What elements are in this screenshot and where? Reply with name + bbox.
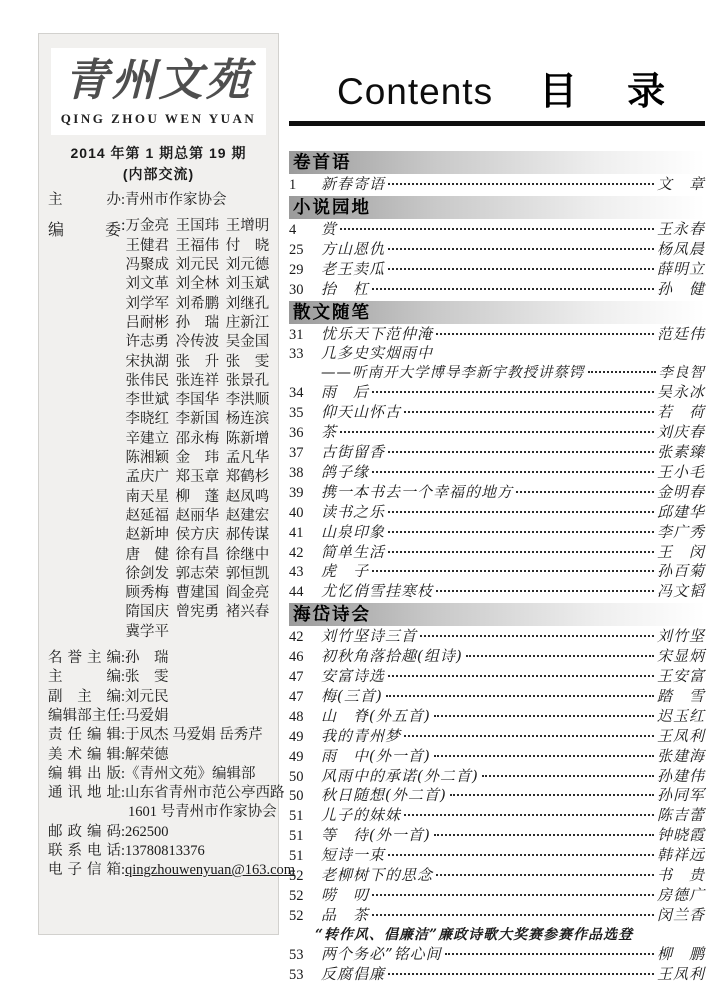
dot-leader	[404, 735, 654, 737]
staff-label: 名誉主编	[48, 650, 121, 667]
dot-leader	[404, 814, 654, 816]
toc-item-author: 王 闵	[656, 542, 705, 561]
toc-page-number: 41	[289, 524, 304, 541]
organizer-row	[48, 191, 269, 210]
circulation-note: (内部交流)	[122, 166, 195, 183]
staff-label: 通讯地址	[48, 785, 121, 802]
toc-item-title: 简单生活	[321, 542, 386, 561]
staff-label: 副主编	[48, 688, 121, 705]
toc-item	[289, 403, 705, 423]
toc-item	[289, 483, 705, 503]
staff-row	[48, 842, 269, 861]
toc-item	[289, 945, 705, 965]
dot-leader	[386, 695, 654, 697]
colon: :	[121, 823, 126, 840]
toc-page-number: 50	[289, 768, 304, 785]
dot-leader	[436, 333, 654, 335]
toc-page-number: 48	[289, 708, 304, 725]
toc-item-title: 山 脊(外五首)	[321, 706, 431, 725]
toc-item-subtitle-row	[289, 364, 705, 383]
toc-item-author: 宋显炳	[656, 647, 705, 666]
toc-page-number: 43	[289, 564, 304, 581]
toc-contest-note: “转作风、倡廉洁”廉政诗歌大奖赛参赛作品选登	[315, 926, 634, 943]
toc-page-number: 52	[289, 868, 304, 885]
toc-item-title: 茶	[321, 423, 338, 442]
board-row: 宋执湖 张 升 张 雯	[125, 353, 270, 370]
board-row: 孟庆广 郑玉章 郑鹤杉	[125, 469, 270, 486]
toc-item-title: 等 待(外一首)	[321, 826, 431, 845]
toc-page-number: 52	[289, 888, 304, 904]
board-row: 万金亮 王国玮 王增明	[125, 218, 270, 235]
board-row: 赵延福 赵丽华 赵建宏	[125, 507, 270, 524]
toc-page-number: 53	[289, 946, 304, 963]
toc-item-author: 房德广	[656, 886, 705, 904]
toc-item-author: 韩祥远	[656, 846, 705, 865]
staff-row	[48, 649, 269, 668]
staff-row	[48, 861, 296, 880]
staff-label: 电子信箱	[48, 862, 121, 879]
dot-leader	[436, 874, 654, 876]
colon: :	[121, 217, 126, 235]
toc-item-author: 王小毛	[656, 462, 705, 481]
toc-item-title: 初秋角落拾趣(组诗)	[321, 647, 463, 666]
dot-leader	[372, 471, 654, 473]
colon: :	[121, 842, 126, 859]
dot-leader	[388, 531, 654, 533]
toc-item-title: 忧乐天下范仲淹	[321, 324, 434, 343]
toc-item	[289, 767, 705, 787]
toc-page-number: 53	[289, 966, 304, 983]
toc-item-title: 仰天山怀古	[321, 403, 402, 422]
toc-item-title: 老柳树下的思念	[321, 866, 434, 885]
dot-leader	[420, 635, 654, 637]
toc-page-number: 40	[289, 504, 304, 521]
toc-item	[289, 562, 705, 582]
board-row: 张伟民 张连祥 张景孔	[125, 372, 270, 389]
toc-item	[289, 543, 705, 563]
toc-page-number: 51	[289, 848, 304, 865]
toc-page-number: 49	[289, 748, 304, 765]
toc-item	[289, 220, 705, 240]
board-row: 陈湘颖 金 玮 孟凡华	[125, 450, 270, 467]
toc-item-title: 秋日随想(外二首)	[321, 786, 447, 805]
toc-item	[289, 325, 705, 345]
toc-item	[289, 866, 705, 886]
toc-item	[289, 582, 705, 602]
toc-section-header: 海岱诗会	[289, 603, 705, 626]
staff-value: 马爱娟	[125, 707, 169, 724]
toc-item-title: 新春寄语	[321, 175, 386, 193]
board-row: 赵新坤 侯方庆 郝传谋	[125, 527, 270, 544]
toc-item-author: 孙同军	[656, 786, 705, 805]
toc-item-title: 虎 子	[321, 562, 370, 581]
toc-item-author: 迟玉红	[656, 706, 705, 725]
magazine-logo-pinyin: QING ZHOU WEN YUAN	[60, 111, 257, 127]
staff-row	[48, 765, 269, 784]
toc-item-title: 山泉印象	[321, 522, 386, 541]
staff-label: 责任编辑	[48, 727, 121, 744]
toc-item	[289, 846, 705, 866]
dot-leader	[434, 834, 654, 836]
dot-leader	[404, 411, 654, 413]
toc-item-title: 雨 中(外一首)	[321, 746, 431, 765]
toc-item-author: 孙 健	[656, 279, 705, 298]
dot-leader	[450, 794, 654, 796]
colon: :	[121, 862, 126, 879]
dot-leader	[388, 451, 654, 453]
contents-header	[289, 0, 705, 115]
staff-value: 山东省青州市范公亭西路	[125, 785, 285, 802]
toc-item-author: 文 章	[656, 175, 705, 193]
dot-leader	[388, 675, 654, 677]
staff-row	[48, 746, 269, 765]
toc-item	[289, 965, 705, 985]
toc-page-number: 47	[289, 688, 304, 705]
board-row: 隋国庆 曾宪勇 褚兴春	[125, 604, 270, 621]
staff-label: 美术编辑	[48, 746, 121, 763]
staff-row	[48, 823, 269, 842]
contents-title-en: Contents	[337, 71, 494, 112]
toc-item	[289, 647, 705, 667]
toc-item	[289, 463, 705, 483]
toc-page-number: 42	[289, 544, 304, 561]
colon: :	[121, 727, 126, 744]
toc-page-number: 36	[289, 425, 304, 442]
contents-column	[289, 0, 705, 985]
toc-page-number: 52	[289, 907, 304, 924]
dot-leader	[388, 973, 654, 975]
board-row: 刘文革 刘全林 刘玉斌	[125, 276, 270, 293]
toc-item-author: 孙百菊	[656, 562, 705, 581]
toc-item	[289, 423, 705, 443]
toc-item	[289, 806, 705, 826]
toc-item	[289, 707, 705, 727]
toc-item	[289, 687, 705, 707]
toc-item-title: 安富诗选	[321, 667, 386, 686]
board-row: 刘学军 刘希鹏 刘继孔	[125, 295, 270, 312]
board-row: 王健君 王福伟 付 晓	[125, 237, 270, 254]
colon: :	[121, 707, 126, 724]
toc-item-author: 柳 鹏	[656, 944, 705, 963]
board-row: 辛建立 邵永梅 陈新增	[125, 430, 270, 447]
toc-item-author: 孙建伟	[656, 766, 705, 785]
toc-item-title: 赏	[321, 219, 338, 238]
toc-page-number: 33	[289, 346, 304, 363]
staff-value-line2: 1601 号青州市作家协会	[128, 804, 277, 821]
dot-leader	[372, 914, 654, 916]
toc-item-title: 梅(三首)	[321, 686, 383, 705]
staff-row	[48, 784, 285, 803]
board-row: 李世斌 李国华 李洪顺	[125, 392, 270, 409]
magazine-logo	[51, 48, 266, 135]
colon: :	[121, 650, 126, 667]
toc-page-number: 37	[289, 444, 304, 461]
colon: :	[121, 746, 126, 763]
toc-item-title: 老王卖瓜	[321, 259, 386, 278]
toc-item-title: 尤忆俏雪挂寒枝	[321, 582, 434, 601]
toc-item-title: 刘竹坚诗三首	[321, 627, 418, 646]
toc-item	[289, 906, 705, 926]
toc-item-author: 陈吉蕾	[656, 806, 705, 825]
dot-leader	[445, 953, 654, 955]
toc-page-number: 25	[289, 241, 304, 258]
toc-item-subtitle: ——听南开大学博导李新宇教授讲蔡锷	[321, 365, 585, 382]
toc-item-author: 闵兰香	[656, 905, 705, 924]
toc-page-number: 30	[289, 281, 304, 298]
toc-page-number: 49	[289, 728, 304, 745]
toc-item-author: 李良智	[658, 365, 705, 382]
toc-item-author: 范廷伟	[656, 324, 705, 343]
toc-item	[289, 383, 705, 403]
dot-leader	[466, 655, 654, 657]
board-row: 徐剑发 郭志荣 郭恒凯	[125, 565, 270, 582]
staff-label: 主编	[48, 669, 121, 686]
toc-section-header: 卷首语	[289, 151, 705, 174]
toc-item	[289, 747, 705, 767]
toc-item-author: 邱建华	[656, 502, 705, 521]
board-row: 顾秀梅 曹建国 阎金亮	[125, 585, 270, 602]
toc-item-author: 书 贵	[656, 866, 705, 885]
staff-value: 孙 瑞	[125, 650, 169, 667]
staff-label: 编辑部主任	[48, 707, 121, 724]
staff-value: qingzhouwenyuan@163.com	[125, 862, 296, 879]
toc-item-author: 钟晓霞	[656, 826, 705, 845]
masthead-panel	[38, 33, 296, 935]
staff-value: 262500	[125, 823, 169, 840]
staff-label: 联系电话	[48, 842, 121, 859]
toc-item-title: 读书之乐	[321, 502, 386, 521]
toc-page-number: 4	[289, 221, 297, 238]
toc-page-number: 44	[289, 584, 304, 601]
toc-item	[289, 826, 705, 846]
magazine-logo-calligraphy: 青州文苑	[64, 55, 253, 106]
staff-value: 《青州文苑》编辑部	[125, 765, 256, 782]
dot-leader	[372, 570, 654, 572]
toc-item	[289, 627, 705, 647]
toc-page-number: 34	[289, 385, 304, 402]
issue-number: 2014 年第 1 期总第 19 期	[70, 145, 247, 162]
toc-item-title: 携一本书去一个幸福的地方	[321, 482, 514, 501]
editorial-board	[48, 217, 269, 642]
toc-page-number: 46	[289, 649, 304, 666]
toc-page-number: 50	[289, 788, 304, 805]
organizer-label: 主办	[48, 192, 121, 209]
toc-page-number: 35	[289, 405, 304, 422]
toc-page-number: 38	[289, 464, 304, 481]
toc-item	[289, 667, 705, 687]
toc-item	[289, 344, 705, 364]
dot-leader	[372, 288, 654, 290]
toc-page-number: 39	[289, 484, 304, 501]
toc-item-title: 古街留香	[321, 442, 386, 461]
staff-row	[48, 707, 269, 726]
toc-list	[289, 151, 705, 985]
toc-item-title: 两个务必”铭心间	[321, 944, 442, 963]
colon: :	[121, 669, 126, 686]
toc-item	[289, 443, 705, 463]
toc-item-author: 张建海	[656, 746, 705, 765]
dot-leader	[372, 894, 654, 896]
board-row: 许志勇 冷传波 吴金国	[125, 334, 270, 351]
toc-item-author: 王凤利	[656, 726, 705, 745]
staff-value: 刘元民	[125, 688, 169, 705]
toc-item-title: 反腐倡廉	[321, 964, 386, 983]
dot-leader	[388, 248, 654, 250]
dot-leader	[340, 228, 654, 230]
toc-item-title: 抬 杠	[321, 279, 370, 298]
toc-item-title: 短诗一束	[321, 846, 386, 865]
contents-title-zh: 目 录	[539, 71, 672, 113]
toc-item	[289, 503, 705, 523]
dot-leader	[436, 590, 654, 592]
board-row: 李晓红 李新国 杨连滨	[125, 411, 270, 428]
dot-leader	[516, 491, 654, 493]
masthead-details	[48, 191, 296, 880]
toc-item	[289, 240, 705, 260]
toc-page-number: 51	[289, 808, 304, 825]
board-row: 唐 健 徐有昌 徐继中	[125, 546, 270, 563]
toc-item-title: 儿子的妹妹	[321, 806, 402, 825]
toc-section-header: 小说园地	[289, 196, 705, 219]
colon: :	[121, 192, 126, 209]
staff-row	[48, 726, 269, 745]
toc-item	[289, 523, 705, 543]
toc-item-author: 薛明立	[656, 259, 705, 278]
toc-item	[289, 260, 705, 280]
toc-item-title: 风雨中的承诺(外二首)	[321, 766, 479, 785]
dot-leader	[388, 183, 654, 185]
toc-item-author: 王永春	[656, 219, 705, 238]
dot-leader	[388, 268, 654, 270]
staff-row	[48, 688, 269, 707]
toc-page-number: 1	[289, 177, 297, 193]
dot-leader	[588, 371, 656, 373]
staff-value: 张 雯	[125, 669, 169, 686]
colon: :	[121, 785, 126, 802]
toc-page-number: 51	[289, 828, 304, 845]
organizer-value: 青州市作家协会	[125, 192, 227, 209]
dot-leader	[372, 391, 654, 393]
staff-label: 邮政编码	[48, 823, 121, 840]
staff-value: 于凤杰 马爱娟 岳秀芹	[125, 727, 263, 744]
toc-page-number: 29	[289, 261, 304, 278]
toc-item-author: 金明春	[656, 482, 705, 501]
toc-item-title: 几多史实烟雨中	[321, 344, 434, 363]
toc-item	[289, 886, 705, 906]
toc-item-author: 刘竹坚	[656, 627, 705, 646]
toc-page-number: 31	[289, 326, 304, 343]
colon: :	[121, 765, 126, 782]
toc-item-title: 品 茶	[321, 905, 370, 924]
dot-leader	[340, 431, 654, 433]
staff-value: 13780813376	[125, 842, 205, 859]
staff-label: 编辑出版	[48, 765, 121, 782]
editorial-board-label: 编委	[48, 222, 121, 240]
toc-item-author: 刘庆春	[656, 423, 705, 442]
dot-leader	[388, 551, 654, 553]
dot-leader	[388, 511, 654, 513]
toc-item-author: 王安富	[656, 667, 705, 686]
toc-section-header: 散文随笔	[289, 301, 705, 324]
board-row: 冀学平	[125, 623, 169, 640]
toc-item	[289, 727, 705, 747]
editorial-board-names	[125, 217, 269, 642]
toc-item-title: 雨 后	[321, 383, 370, 402]
toc-page-number: 47	[289, 669, 304, 686]
board-row: 冯聚成 刘元民 刘元德	[125, 257, 270, 274]
toc-item-author: 若 荷	[656, 403, 705, 422]
header-rule	[289, 121, 705, 126]
toc-item-author: 杨凤晨	[656, 239, 705, 258]
toc-item-title: 我的青州梦	[321, 726, 402, 745]
colon: :	[121, 688, 126, 705]
staff-row	[48, 668, 269, 687]
toc-item-author: 冯文韬	[656, 582, 705, 601]
dot-leader	[434, 755, 654, 757]
toc-item-author: 张素臻	[656, 442, 705, 461]
toc-item-title: 鸽子缘	[321, 462, 370, 481]
toc-item-author: 踏 雪	[656, 686, 705, 705]
staff-list	[48, 649, 296, 881]
toc-item-title: 方山恩仇	[321, 239, 386, 258]
dot-leader	[388, 854, 654, 856]
toc-item-author: 吴永冰	[656, 383, 705, 402]
toc-page-number: 42	[289, 629, 304, 646]
dot-leader	[482, 775, 654, 777]
staff-value: 解荣德	[125, 746, 169, 763]
dot-leader	[434, 715, 654, 717]
toc-item-author: 李广秀	[656, 522, 705, 541]
toc-item	[289, 786, 705, 806]
toc-item-author: 王凤利	[656, 964, 705, 983]
toc-item	[289, 280, 705, 300]
toc-item	[289, 175, 705, 195]
board-row: 南天星 柳 蓬 赵凤鸣	[125, 488, 270, 505]
toc-item-title: 唠 叨	[321, 886, 370, 904]
board-row: 吕耐彬 孙 瑞 庄新江	[125, 314, 270, 331]
